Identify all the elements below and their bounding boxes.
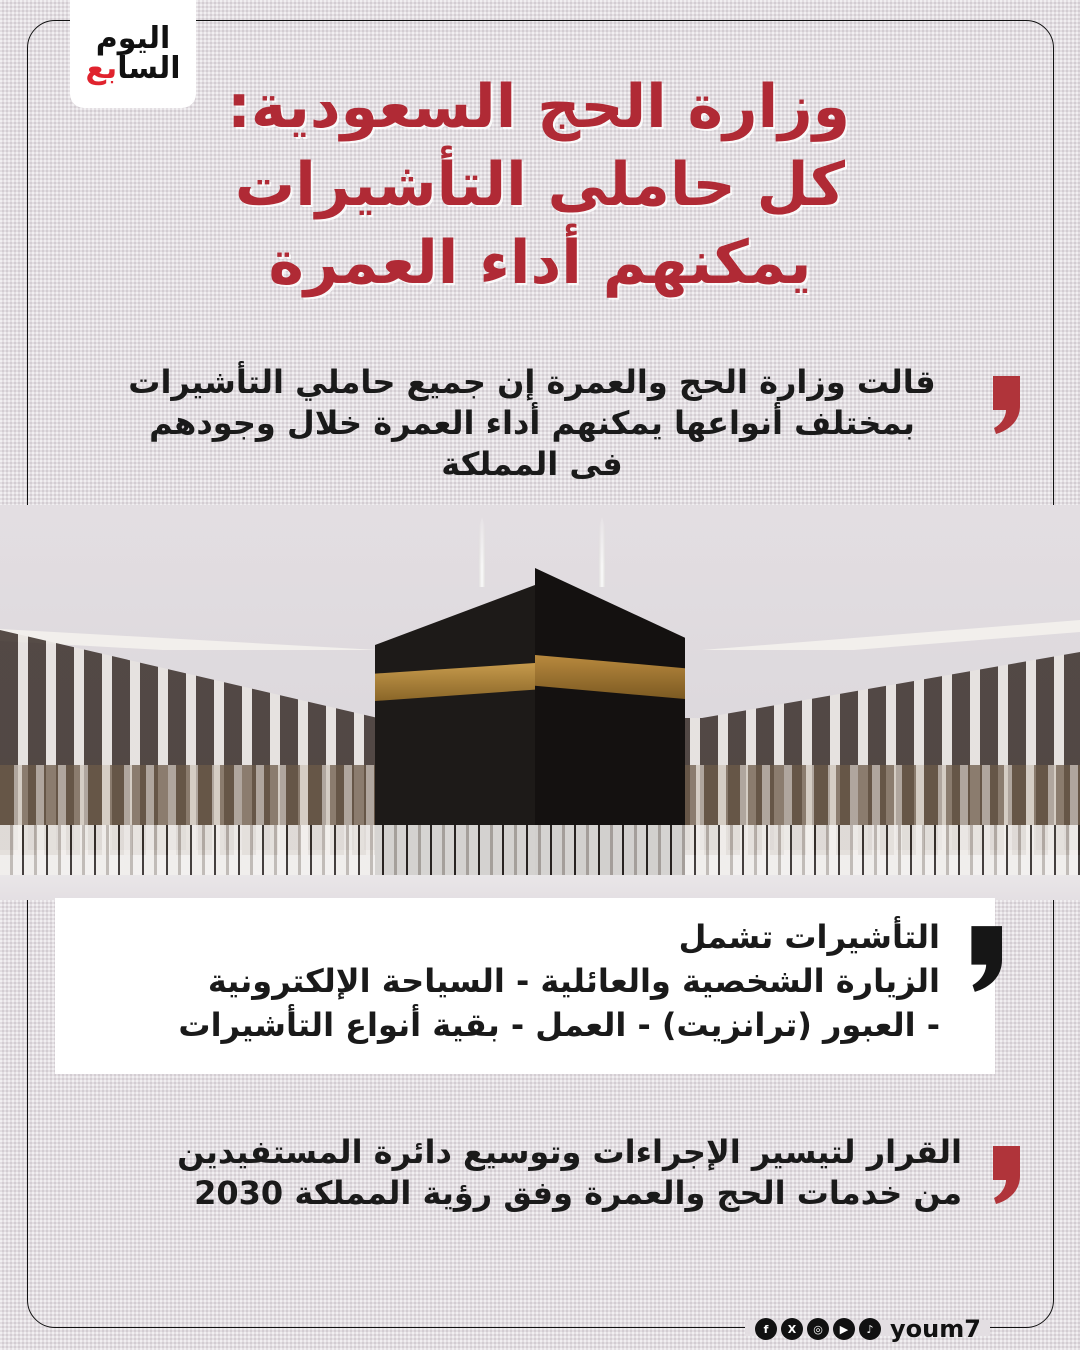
- logo-line-1: اليوم: [95, 21, 171, 56]
- section-3-line-1: القرار لتيسير الإجراءات وتوسيع دائرة المستفيدين: [177, 1133, 962, 1171]
- instagram-icon[interactable]: ◎: [807, 1318, 829, 1340]
- section-2-line-2: الزيارة الشخصية والعائلية - السياحة الإلكترونية: [207, 962, 940, 1000]
- headline-line-3: يمكنهم أداء العمرة: [268, 228, 812, 298]
- quote-mark-icon: [968, 924, 1002, 994]
- section-1-line-3: فى المملكة: [441, 445, 623, 483]
- headline-line-2: كل حاملى التأشيرات: [234, 150, 846, 220]
- youtube-icon[interactable]: ▶: [833, 1318, 855, 1340]
- section-2-line-1: التأشيرات تشمل: [678, 918, 940, 956]
- headline-line-1: وزارة الحج السعودية:: [226, 72, 850, 142]
- logo-line-2-red: بع: [85, 51, 118, 86]
- headline: [226, 68, 850, 302]
- section-1-line-2: بمختلف أنواعها يمكنهم أداء العمرة خلال وجودهم: [149, 404, 915, 442]
- section-3-text: [102, 1132, 962, 1214]
- brand-logo: [70, 0, 196, 108]
- kaaba-photo: [0, 505, 1080, 900]
- section-2-text: [120, 915, 940, 1047]
- quote-mark-icon: [990, 1146, 1020, 1204]
- pilgrims: [0, 825, 1080, 880]
- logo-line-2: [85, 51, 181, 86]
- section-2-line-3: - العبور (ترانزيت) - العمل - بقية أنواع التأشيرات: [178, 1006, 940, 1044]
- social-handle[interactable]: youm7: [890, 1315, 981, 1343]
- section-3-line-2: من خدمات الحج والعمرة وفق رؤية المملكة 2030: [194, 1174, 962, 1212]
- section-1-text: [102, 362, 962, 485]
- logo-line-2-black: السا: [117, 51, 181, 86]
- section-1-line-1: قالت وزارة الحج والعمرة إن جميع حاملي التأشيرات: [128, 363, 936, 401]
- facebook-icon[interactable]: f: [755, 1318, 777, 1340]
- quote-mark-icon: [990, 376, 1020, 434]
- footer-social: [755, 1316, 981, 1342]
- tiktok-icon[interactable]: ♪: [859, 1318, 881, 1340]
- x-icon[interactable]: X: [781, 1318, 803, 1340]
